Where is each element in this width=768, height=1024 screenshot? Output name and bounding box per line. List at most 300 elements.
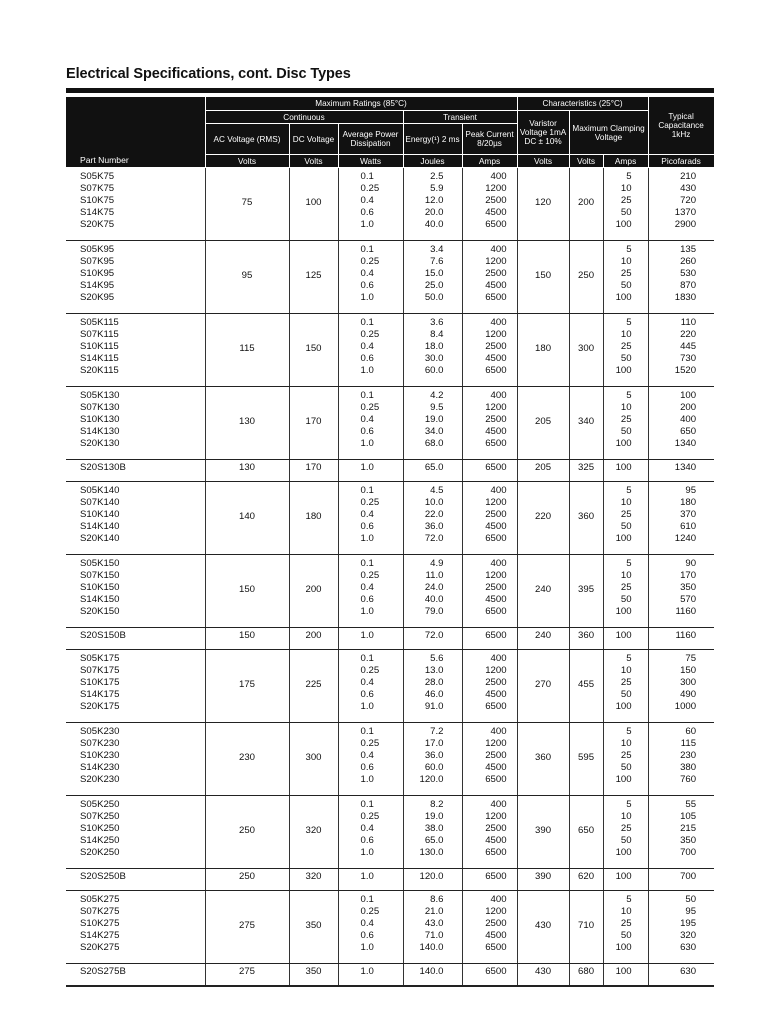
peak-current-cell-value: 4500 xyxy=(485,594,507,605)
power-cell-value: 0.25 xyxy=(360,738,380,749)
power-cell-value: 0.1 xyxy=(360,653,374,664)
part-number-cell-value: S07K175 xyxy=(80,665,120,676)
typical-capacitance-header: Typical Capacitance 1kHz xyxy=(648,97,714,155)
ac-voltage-cell: 175 xyxy=(205,650,289,718)
capacitance-cell xyxy=(648,314,714,382)
peak-current-cell-value: 2500 xyxy=(485,341,507,352)
peak-current-cell: 6500 xyxy=(462,964,517,981)
dc-voltage-cell: 200 xyxy=(289,555,338,623)
peak-current-cell-value: 4500 xyxy=(485,280,507,291)
clamp-amps-cell: 100 xyxy=(603,628,648,645)
peak-current-cell-value: 400 xyxy=(490,317,507,328)
energy-cell xyxy=(403,555,462,623)
clamp-amps-cell xyxy=(603,168,648,236)
power-cell-value: 0.25 xyxy=(360,811,380,822)
unit-dc: Volts xyxy=(289,155,338,168)
power-cell-value: 1.0 xyxy=(360,438,374,449)
varistor-voltage-cell: 360 xyxy=(517,723,569,791)
energy-cell-value: 40.0 xyxy=(424,219,444,230)
power-cell-value: 0.1 xyxy=(360,485,374,496)
table-row-group xyxy=(66,168,714,236)
energy-cell: 120.0 xyxy=(403,869,462,886)
part-number-cell-value: S14K130 xyxy=(80,426,120,437)
varistor-voltage-cell: 150 xyxy=(517,241,569,309)
clamp-amps-cell-value: 25 xyxy=(620,918,632,929)
capacitance-cell: 700 xyxy=(648,869,714,886)
capacitance-cell-value: 760 xyxy=(680,774,697,785)
clamp-amps-cell-value: 5 xyxy=(626,244,632,255)
energy-cell-value: 36.0 xyxy=(424,750,444,761)
capacitance-cell-value: 2900 xyxy=(674,219,697,230)
peak-current-cell xyxy=(462,241,517,309)
peak-current-cell-value: 1200 xyxy=(485,570,507,581)
part-number-cell-value: S10K115 xyxy=(80,341,119,352)
part-number-cell-value: S10K250 xyxy=(80,823,120,834)
power-cell-value: 0.6 xyxy=(360,207,374,218)
spec-sheet xyxy=(66,97,714,987)
clamp-amps-cell-value: 25 xyxy=(620,677,632,688)
power-cell-value: 0.6 xyxy=(360,521,374,532)
power-cell-value: 0.25 xyxy=(360,665,380,676)
clamp-amps-cell-value: 10 xyxy=(620,402,632,413)
power-cell-value: 0.25 xyxy=(360,570,380,581)
part-number-cell-value: S20K75 xyxy=(80,219,115,230)
clamp-volts-cell: 620 xyxy=(569,869,603,886)
clamp-volts-cell: 395 xyxy=(569,555,603,623)
part-number-cell-value: S14K115 xyxy=(80,353,119,364)
table-row-group xyxy=(66,314,714,382)
power-cell-value: 0.6 xyxy=(360,762,374,773)
separator-cell xyxy=(338,980,403,986)
varistor-voltage-cell: 430 xyxy=(517,964,569,981)
capacitance-cell-value: 1520 xyxy=(674,365,697,376)
peak-current-cell-value: 6500 xyxy=(485,365,507,376)
part-number-cell-value: S14K275 xyxy=(80,930,120,941)
part-number-cell-value: S20K95 xyxy=(80,292,115,303)
energy-cell-value: 8.4 xyxy=(430,329,444,340)
capacitance-cell-value: 570 xyxy=(680,594,697,605)
clamp-amps-cell-value: 100 xyxy=(615,438,632,449)
clamp-amps-cell xyxy=(603,650,648,718)
part-number-cell-value: S10K275 xyxy=(80,918,120,929)
clamp-volts-cell: 360 xyxy=(569,628,603,645)
clamp-amps-cell-value: 100 xyxy=(615,942,632,953)
clamp-amps-cell-value: 100 xyxy=(615,365,632,376)
varistor-voltage-cell: 120 xyxy=(517,168,569,236)
row-separator xyxy=(66,980,714,986)
peak-current-cell-value: 6500 xyxy=(485,942,507,953)
energy-cell-value: 24.0 xyxy=(424,582,444,593)
energy-cell-value: 19.0 xyxy=(424,414,444,425)
capacitance-cell-value: 610 xyxy=(680,521,697,532)
peak-current-cell xyxy=(462,650,517,718)
varistor-voltage-cell: 220 xyxy=(517,482,569,550)
capacitance-cell-value: 630 xyxy=(680,942,697,953)
clamp-volts-cell: 340 xyxy=(569,387,603,455)
table-row-group xyxy=(66,555,714,623)
power-cell-value: 0.6 xyxy=(360,594,374,605)
peak-current-cell xyxy=(462,314,517,382)
power-cell-value: 1.0 xyxy=(360,219,374,230)
peak-current-cell xyxy=(462,555,517,623)
dc-voltage-cell: 350 xyxy=(289,891,338,959)
energy-cell: 65.0 xyxy=(403,460,462,477)
peak-current-cell: 6500 xyxy=(462,460,517,477)
part-number-cell xyxy=(66,650,205,718)
peak-current-cell-value: 400 xyxy=(490,558,507,569)
peak-current-cell-value: 400 xyxy=(490,171,507,182)
part-number-cell xyxy=(66,796,205,864)
peak-current-cell-value: 6500 xyxy=(485,533,507,544)
separator-cell xyxy=(569,980,603,986)
dc-voltage-header: DC Voltage xyxy=(289,124,338,155)
part-number-cell xyxy=(66,891,205,959)
part-number-cell: S20S275B xyxy=(80,966,126,977)
energy-cell-value: 20.0 xyxy=(424,207,444,218)
varistor-voltage-cell: 205 xyxy=(517,387,569,455)
power-cell-value: 0.25 xyxy=(360,402,380,413)
power-cell-value: 0.4 xyxy=(360,341,374,352)
power-cell-value: 0.1 xyxy=(360,244,374,255)
energy-cell xyxy=(403,891,462,959)
capacitance-cell-value: 320 xyxy=(680,930,697,941)
clamp-amps-cell-value: 10 xyxy=(620,329,632,340)
capacitance-cell-value: 215 xyxy=(680,823,697,834)
energy-cell-value: 5.6 xyxy=(430,653,444,664)
peak-current-cell xyxy=(462,168,517,236)
clamp-amps-cell-value: 5 xyxy=(626,558,632,569)
peak-current-cell-value: 1200 xyxy=(485,329,507,340)
clamp-amps-cell-value: 50 xyxy=(620,594,632,605)
energy-cell-value: 43.0 xyxy=(424,918,444,929)
power-cell-value: 1.0 xyxy=(360,774,374,785)
energy-cell-value: 72.0 xyxy=(424,533,444,544)
clamp-amps-cell-value: 5 xyxy=(626,317,632,328)
clamp-amps-cell-value: 25 xyxy=(620,414,632,425)
ac-voltage-cell: 250 xyxy=(205,869,289,886)
power-cell-value: 0.4 xyxy=(360,582,374,593)
power-cell-value: 0.6 xyxy=(360,689,374,700)
transient-header: Transient xyxy=(403,111,517,124)
peak-current-cell-value: 6500 xyxy=(485,219,507,230)
part-number-cell-value: S20K230 xyxy=(80,774,120,785)
clamp-volts-cell: 325 xyxy=(569,460,603,477)
power-cell-value: 0.1 xyxy=(360,726,374,737)
power-cell-value: 1.0 xyxy=(360,365,374,376)
clamp-volts-cell: 360 xyxy=(569,482,603,550)
table-row-single xyxy=(66,460,714,477)
energy-cell xyxy=(403,723,462,791)
clamp-amps-cell-value: 10 xyxy=(620,183,632,194)
capacitance-cell-value: 350 xyxy=(680,582,697,593)
energy-cell-value: 8.6 xyxy=(430,894,444,905)
peak-current-cell-value: 400 xyxy=(490,799,507,810)
energy-cell-value: 19.0 xyxy=(424,811,444,822)
power-cell-value: 0.6 xyxy=(360,426,374,437)
clamp-amps-cell: 100 xyxy=(603,460,648,477)
clamp-amps-cell-value: 50 xyxy=(620,689,632,700)
capacitance-cell-value: 700 xyxy=(680,847,697,858)
capacitance-cell: 630 xyxy=(648,964,714,981)
energy-cell-value: 21.0 xyxy=(424,906,444,917)
peak-current-cell-value: 2500 xyxy=(485,582,507,593)
power-cell: 1.0 xyxy=(338,869,403,886)
part-number-cell-value: S14K75 xyxy=(80,207,115,218)
clamp-amps-cell-value: 50 xyxy=(620,353,632,364)
clamp-amps-cell-value: 10 xyxy=(620,570,632,581)
varistor-voltage-cell: 430 xyxy=(517,891,569,959)
table-row-group xyxy=(66,723,714,791)
clamp-amps-cell xyxy=(603,891,648,959)
part-number-cell-value: S07K130 xyxy=(80,402,120,413)
clamp-amps-cell-value: 100 xyxy=(615,774,632,785)
clamp-amps-cell-value: 25 xyxy=(620,268,632,279)
clamp-amps-cell-value: 5 xyxy=(626,726,632,737)
dc-voltage-cell: 300 xyxy=(289,723,338,791)
energy-cell-value: 4.2 xyxy=(430,390,444,401)
capacitance-cell-value: 1370 xyxy=(674,207,697,218)
capacitance-cell-value: 115 xyxy=(680,738,697,749)
dc-voltage-cell: 170 xyxy=(289,387,338,455)
clamp-amps-cell-value: 50 xyxy=(620,930,632,941)
clamp-amps-cell-value: 100 xyxy=(615,701,632,712)
dc-voltage-cell: 150 xyxy=(289,314,338,382)
part-number-cell-value: S10K140 xyxy=(80,509,120,520)
power-cell-value: 1.0 xyxy=(360,847,374,858)
clamp-amps-cell-value: 10 xyxy=(620,665,632,676)
capacitance-cell xyxy=(648,723,714,791)
capacitance-cell xyxy=(648,796,714,864)
clamp-amps-cell xyxy=(603,723,648,791)
energy-cell-value: 50.0 xyxy=(424,292,444,303)
varistor-voltage-cell: 390 xyxy=(517,869,569,886)
part-number-cell-value: S14K175 xyxy=(80,689,120,700)
capacitance-cell: 1160 xyxy=(648,628,714,645)
ac-voltage-cell: 250 xyxy=(205,796,289,864)
unit-clamp-volts: Volts xyxy=(569,155,603,168)
capacitance-cell-value: 55 xyxy=(685,799,697,810)
power-cell xyxy=(338,482,403,550)
energy-cell-value: 30.0 xyxy=(424,353,444,364)
ac-voltage-cell: 230 xyxy=(205,723,289,791)
capacitance-cell xyxy=(648,555,714,623)
capacitance-cell-value: 1000 xyxy=(674,701,697,712)
power-cell: 1.0 xyxy=(338,964,403,981)
peak-current-cell xyxy=(462,796,517,864)
energy-cell-value: 12.0 xyxy=(424,195,444,206)
power-cell xyxy=(338,891,403,959)
power-cell-value: 1.0 xyxy=(360,533,374,544)
varistor-voltage-cell: 240 xyxy=(517,555,569,623)
peak-current-cell-value: 4500 xyxy=(485,353,507,364)
clamp-amps-cell-value: 25 xyxy=(620,823,632,834)
table-row-single xyxy=(66,628,714,645)
peak-current-cell-value: 2500 xyxy=(485,268,507,279)
peak-current-cell-value: 4500 xyxy=(485,762,507,773)
clamp-volts-cell: 680 xyxy=(569,964,603,981)
varistor-voltage-header: Varistor Voltage 1mA DC ± 10% xyxy=(517,111,569,155)
power-cell-value: 0.25 xyxy=(360,497,380,508)
ac-voltage-cell: 275 xyxy=(205,964,289,981)
part-number-cell xyxy=(66,387,205,455)
part-number-cell-value: S07K230 xyxy=(80,738,120,749)
part-number-cell-value: S05K175 xyxy=(80,653,120,664)
peak-current-cell-value: 2500 xyxy=(485,750,507,761)
part-number-cell-value: S07K150 xyxy=(80,570,120,581)
table-row-group xyxy=(66,482,714,550)
peak-current-cell-value: 6500 xyxy=(485,847,507,858)
varistor-voltage-cell: 270 xyxy=(517,650,569,718)
part-number-cell: S20S150B xyxy=(80,630,126,641)
peak-current-cell-value: 4500 xyxy=(485,689,507,700)
dc-voltage-cell: 320 xyxy=(289,796,338,864)
part-number-cell-value: S20K140 xyxy=(80,533,120,544)
power-cell-value: 0.1 xyxy=(360,317,374,328)
power-cell-value: 0.1 xyxy=(360,558,374,569)
clamp-amps-cell-value: 5 xyxy=(626,799,632,810)
power-cell-value: 0.1 xyxy=(360,390,374,401)
peak-current-cell xyxy=(462,723,517,791)
clamp-amps-cell-value: 100 xyxy=(615,292,632,303)
energy-cell xyxy=(403,314,462,382)
capacitance-cell xyxy=(648,482,714,550)
part-number-cell-value: S07K95 xyxy=(80,256,115,267)
peak-current-cell: 6500 xyxy=(462,869,517,886)
part-number-cell-value: S14K150 xyxy=(80,594,120,605)
energy-cell-value: 79.0 xyxy=(424,606,444,617)
capacitance-cell-value: 870 xyxy=(680,280,697,291)
clamp-volts-cell: 200 xyxy=(569,168,603,236)
energy-cell-value: 3.4 xyxy=(430,244,444,255)
clamp-amps-cell-value: 50 xyxy=(620,762,632,773)
peak-current-cell-value: 1200 xyxy=(485,738,507,749)
continuous-header: Continuous xyxy=(205,111,403,124)
peak-current-cell-value: 4500 xyxy=(485,521,507,532)
part-number-cell-value: S05K150 xyxy=(80,558,120,569)
separator-cell xyxy=(66,980,205,986)
energy-cell-value: 5.9 xyxy=(430,183,444,194)
part-number-cell-value: S05K95 xyxy=(80,244,115,255)
power-cell-value: 1.0 xyxy=(360,942,374,953)
clamp-amps-cell-value: 5 xyxy=(626,485,632,496)
clamp-volts-cell: 595 xyxy=(569,723,603,791)
energy-cell xyxy=(403,796,462,864)
title-rule xyxy=(66,88,714,93)
max-ratings-header: Maximum Ratings (85°C) xyxy=(205,97,517,111)
unit-peak: Amps xyxy=(462,155,517,168)
peak-current-cell-value: 2500 xyxy=(485,677,507,688)
clamp-volts-cell: 300 xyxy=(569,314,603,382)
energy-cell-value: 4.5 xyxy=(430,485,444,496)
capacitance-cell-value: 380 xyxy=(680,762,697,773)
power-cell-value: 0.4 xyxy=(360,414,374,425)
peak-current-cell-value: 1200 xyxy=(485,665,507,676)
energy-cell-value: 36.0 xyxy=(424,521,444,532)
clamp-volts-cell: 250 xyxy=(569,241,603,309)
clamp-amps-cell-value: 10 xyxy=(620,738,632,749)
peak-current-cell-value: 4500 xyxy=(485,426,507,437)
separator-cell xyxy=(517,980,569,986)
part-number-cell-value: S10K130 xyxy=(80,414,120,425)
separator-cell xyxy=(289,980,338,986)
energy-cell-value: 3.6 xyxy=(430,317,444,328)
avg-power-header: Average Power Dissipation xyxy=(338,124,403,155)
energy-cell-value: 25.0 xyxy=(424,280,444,291)
part-number-cell-value: S05K250 xyxy=(80,799,120,810)
energy-cell-value: 22.0 xyxy=(424,509,444,520)
part-number-cell xyxy=(66,168,205,236)
power-cell-value: 0.4 xyxy=(360,918,374,929)
capacitance-cell-value: 75 xyxy=(685,653,697,664)
clamp-amps-cell-value: 5 xyxy=(626,894,632,905)
part-number-cell-value: S05K130 xyxy=(80,390,120,401)
clamp-amps-cell xyxy=(603,314,648,382)
capacitance-cell-value: 445 xyxy=(680,341,697,352)
energy-cell-value: 34.0 xyxy=(424,426,444,437)
spec-table xyxy=(66,97,715,986)
ac-voltage-cell: 275 xyxy=(205,891,289,959)
peak-current-cell-value: 4500 xyxy=(485,207,507,218)
clamp-amps-cell-value: 25 xyxy=(620,195,632,206)
energy-cell-value: 8.2 xyxy=(430,799,444,810)
table-body xyxy=(66,168,714,986)
max-clamping-header: Maximum Clamping Voltage xyxy=(569,111,648,155)
part-number-cell-value: S05K115 xyxy=(80,317,119,328)
power-cell-value: 0.4 xyxy=(360,509,374,520)
capacitance-cell-value: 650 xyxy=(680,426,697,437)
energy-cell-value: 60.0 xyxy=(424,762,444,773)
capacitance-cell xyxy=(648,650,714,718)
part-number-cell-value: S20K275 xyxy=(80,942,120,953)
clamp-amps-cell-value: 100 xyxy=(615,219,632,230)
peak-current-cell-value: 6500 xyxy=(485,606,507,617)
power-cell-value: 0.4 xyxy=(360,677,374,688)
clamp-amps-cell-value: 5 xyxy=(626,171,632,182)
table-row-group xyxy=(66,796,714,864)
power-cell xyxy=(338,168,403,236)
dc-voltage-cell: 125 xyxy=(289,241,338,309)
clamp-amps-cell-value: 25 xyxy=(620,341,632,352)
page-title: Electrical Specifications, cont. Disc Types xyxy=(66,66,351,82)
separator-cell xyxy=(462,980,517,986)
part-number-cell-value: S20K175 xyxy=(80,701,120,712)
capacitance-cell-value: 110 xyxy=(680,317,697,328)
ac-voltage-cell: 130 xyxy=(205,460,289,477)
power-cell xyxy=(338,314,403,382)
part-number-cell-value: S20K250 xyxy=(80,847,120,858)
peak-current-cell-value: 2500 xyxy=(485,918,507,929)
unit-varistor: Volts xyxy=(517,155,569,168)
capacitance-cell-value: 370 xyxy=(680,509,697,520)
capacitance-cell xyxy=(648,891,714,959)
capacitance-cell-value: 100 xyxy=(680,390,697,401)
energy-cell-value: 140.0 xyxy=(419,942,444,953)
capacitance-cell-value: 1160 xyxy=(675,606,697,617)
power-cell-value: 0.1 xyxy=(360,799,374,810)
capacitance-cell-value: 150 xyxy=(680,665,697,676)
clamp-amps-cell xyxy=(603,482,648,550)
peak-current-cell-value: 400 xyxy=(490,726,507,737)
capacitance-cell xyxy=(648,168,714,236)
part-number-cell: S20S250B xyxy=(80,871,126,882)
power-cell-value: 0.25 xyxy=(360,906,380,917)
ac-voltage-cell: 115 xyxy=(205,314,289,382)
energy-cell-value: 60.0 xyxy=(424,365,444,376)
power-cell xyxy=(338,241,403,309)
capacitance-cell-value: 1340 xyxy=(674,438,697,449)
energy-cell-value: 38.0 xyxy=(424,823,444,834)
capacitance-cell-value: 170 xyxy=(680,570,697,581)
